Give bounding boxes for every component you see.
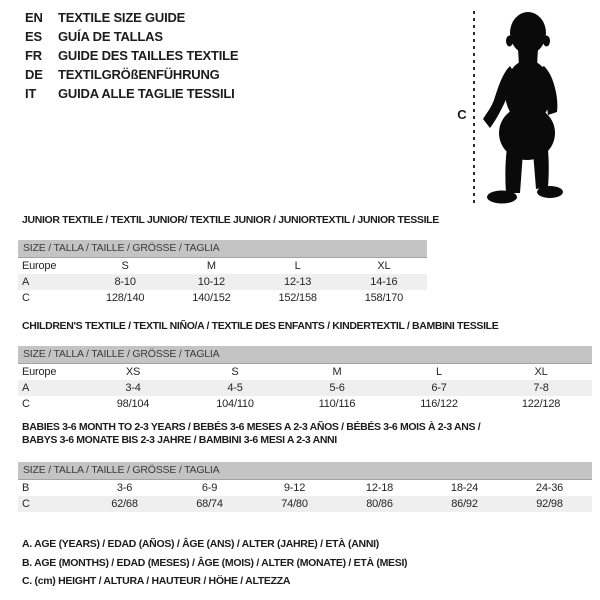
size-header-bar: SIZE / TALLA / TAILLE / GRÖSSE / TAGLIA	[18, 346, 592, 364]
size-header-bar: SIZE / TALLA / TAILLE / GRÖSSE / TAGLIA	[18, 240, 427, 258]
size-value-cell: 6-9	[201, 482, 218, 494]
language-item	[25, 46, 238, 65]
size-value-cell: 12-13	[284, 276, 312, 288]
baby-silhouette	[483, 12, 563, 204]
size-value-cell: 9-12	[283, 482, 306, 494]
size-value-cell: M	[332, 366, 342, 378]
table-row	[18, 496, 592, 512]
size-value-cell: 62/68	[111, 498, 138, 510]
table-title	[18, 214, 439, 240]
table-title-line: JUNIOR TEXTILE / TEXTIL JUNIOR/ TEXTILE JUNIOR / JUNIORTEXTIL / JUNIOR TESSILE	[22, 214, 439, 226]
row-label: B	[22, 482, 30, 494]
size-header-bar: SIZE / TALLA / TAILLE / GRÖSSE / TAGLIA	[18, 462, 592, 480]
language-name: GUIDE DES TAILLES TEXTILE	[58, 48, 239, 63]
size-value-cell: 128/140	[105, 292, 145, 304]
size-value-cell: 74/80	[281, 498, 308, 510]
size-value-cell: 68/74	[196, 498, 223, 510]
size-value-cell: 8-10	[114, 276, 136, 288]
table-title	[18, 320, 592, 346]
size-table	[18, 214, 439, 306]
table-title-line: BABIES 3-6 MONTH TO 2-3 YEARS / BEBÉS 3-6 MESES A 2-3 AÑOS / BÉBÉS 3-6 MOIS À 2-3 ANS /	[22, 421, 481, 433]
row-label: C	[22, 498, 30, 510]
language-name: GUIDA ALLE TAGLIE TESSILI	[58, 86, 235, 101]
height-measure-label: C	[457, 107, 467, 122]
footnote: C. (cm) HEIGHT / ALTURA / HAUTEUR / HÖHE / ALTEZZA	[22, 575, 291, 587]
table-row	[18, 380, 592, 396]
language-item	[25, 27, 238, 46]
size-table	[18, 320, 592, 412]
language-code: EN	[25, 10, 43, 25]
size-value-cell: 4-5	[227, 382, 243, 394]
table-title	[18, 421, 592, 462]
table-row	[18, 396, 592, 412]
language-code: ES	[25, 29, 42, 44]
size-value-cell: 92/98	[536, 498, 563, 510]
size-value-cell: XL	[534, 366, 548, 378]
language-name: GUÍA DE TALLAS	[58, 29, 163, 44]
table-row	[18, 274, 427, 290]
size-value-cell: L	[436, 366, 442, 378]
size-value-cell: 10-12	[197, 276, 225, 288]
size-value-cell: 122/128	[521, 398, 561, 410]
size-value-cell: 80/86	[366, 498, 393, 510]
baby-figure	[450, 0, 600, 215]
language-name: TEXTILGRÖßENFÜHRUNG	[58, 67, 220, 82]
size-value-cell: 24-36	[535, 482, 564, 494]
row-label: C	[22, 398, 30, 410]
row-label: A	[22, 276, 30, 288]
table-row	[18, 290, 427, 306]
table-row	[18, 480, 592, 496]
language-code: FR	[25, 48, 42, 63]
size-value-cell: 5-6	[329, 382, 345, 394]
size-value-cell: XS	[125, 366, 141, 378]
size-value-cell: 104/110	[216, 398, 254, 410]
row-label: Europe	[22, 260, 57, 272]
size-value-cell: 18-24	[450, 482, 479, 494]
language-item	[25, 84, 238, 103]
row-label: A	[22, 382, 30, 394]
row-label: Europe	[22, 366, 57, 378]
size-value-cell: S	[121, 260, 129, 272]
size-value-cell: 116/122	[420, 398, 458, 410]
language-name: TEXTILE SIZE GUIDE	[58, 10, 186, 25]
language-list	[25, 8, 238, 103]
size-value-cell: 152/158	[278, 292, 317, 304]
table-title-line: BABYS 3-6 MONATE BIS 2-3 JAHRE / BAMBINI 3-6 MESI A 2-3 ANNI	[22, 434, 337, 446]
table-row	[18, 258, 427, 274]
size-value-cell: 110/116	[318, 398, 356, 410]
language-code: IT	[25, 86, 37, 101]
size-value-cell: L	[294, 260, 301, 272]
size-value-cell: 14-16	[370, 276, 398, 288]
language-item	[25, 65, 238, 84]
size-value-cell: 6-7	[431, 382, 447, 394]
table-title-line: CHILDREN'S TEXTILE / TEXTIL NIÑO/A / TEXTILE DES ENFANTS / KINDERTEXTIL / BAMBINI TESSILE	[22, 320, 499, 332]
size-value-cell: 3-4	[125, 382, 141, 394]
row-label: C	[22, 292, 30, 304]
size-value-cell: 98/104	[116, 398, 150, 410]
size-value-cell: 3-6	[116, 482, 133, 494]
size-value-cell: M	[206, 260, 216, 272]
table-row	[18, 364, 592, 380]
size-value-cell: XL	[377, 260, 391, 272]
size-value-cell: 158/170	[364, 292, 404, 304]
size-value-cell: S	[231, 366, 239, 378]
size-value-cell: 12-18	[365, 482, 394, 494]
size-value-cell: 86/92	[451, 498, 478, 510]
size-table	[18, 421, 592, 512]
footnote: B. AGE (MONTHS) / EDAD (MESES) / ÂGE (MOIS) / ALTER (MONATE) / ETÀ (MESI)	[22, 556, 408, 569]
language-item	[25, 8, 238, 27]
language-code: DE	[25, 67, 43, 82]
size-value-cell: 140/152	[192, 292, 231, 304]
footnote: A. AGE (YEARS) / EDAD (AÑOS) / ÂGE (ANS) / ALTER (JAHRE) / ETÀ (ANNI)	[22, 538, 379, 550]
footnotes	[22, 535, 407, 591]
size-value-cell: 7-8	[533, 382, 549, 394]
